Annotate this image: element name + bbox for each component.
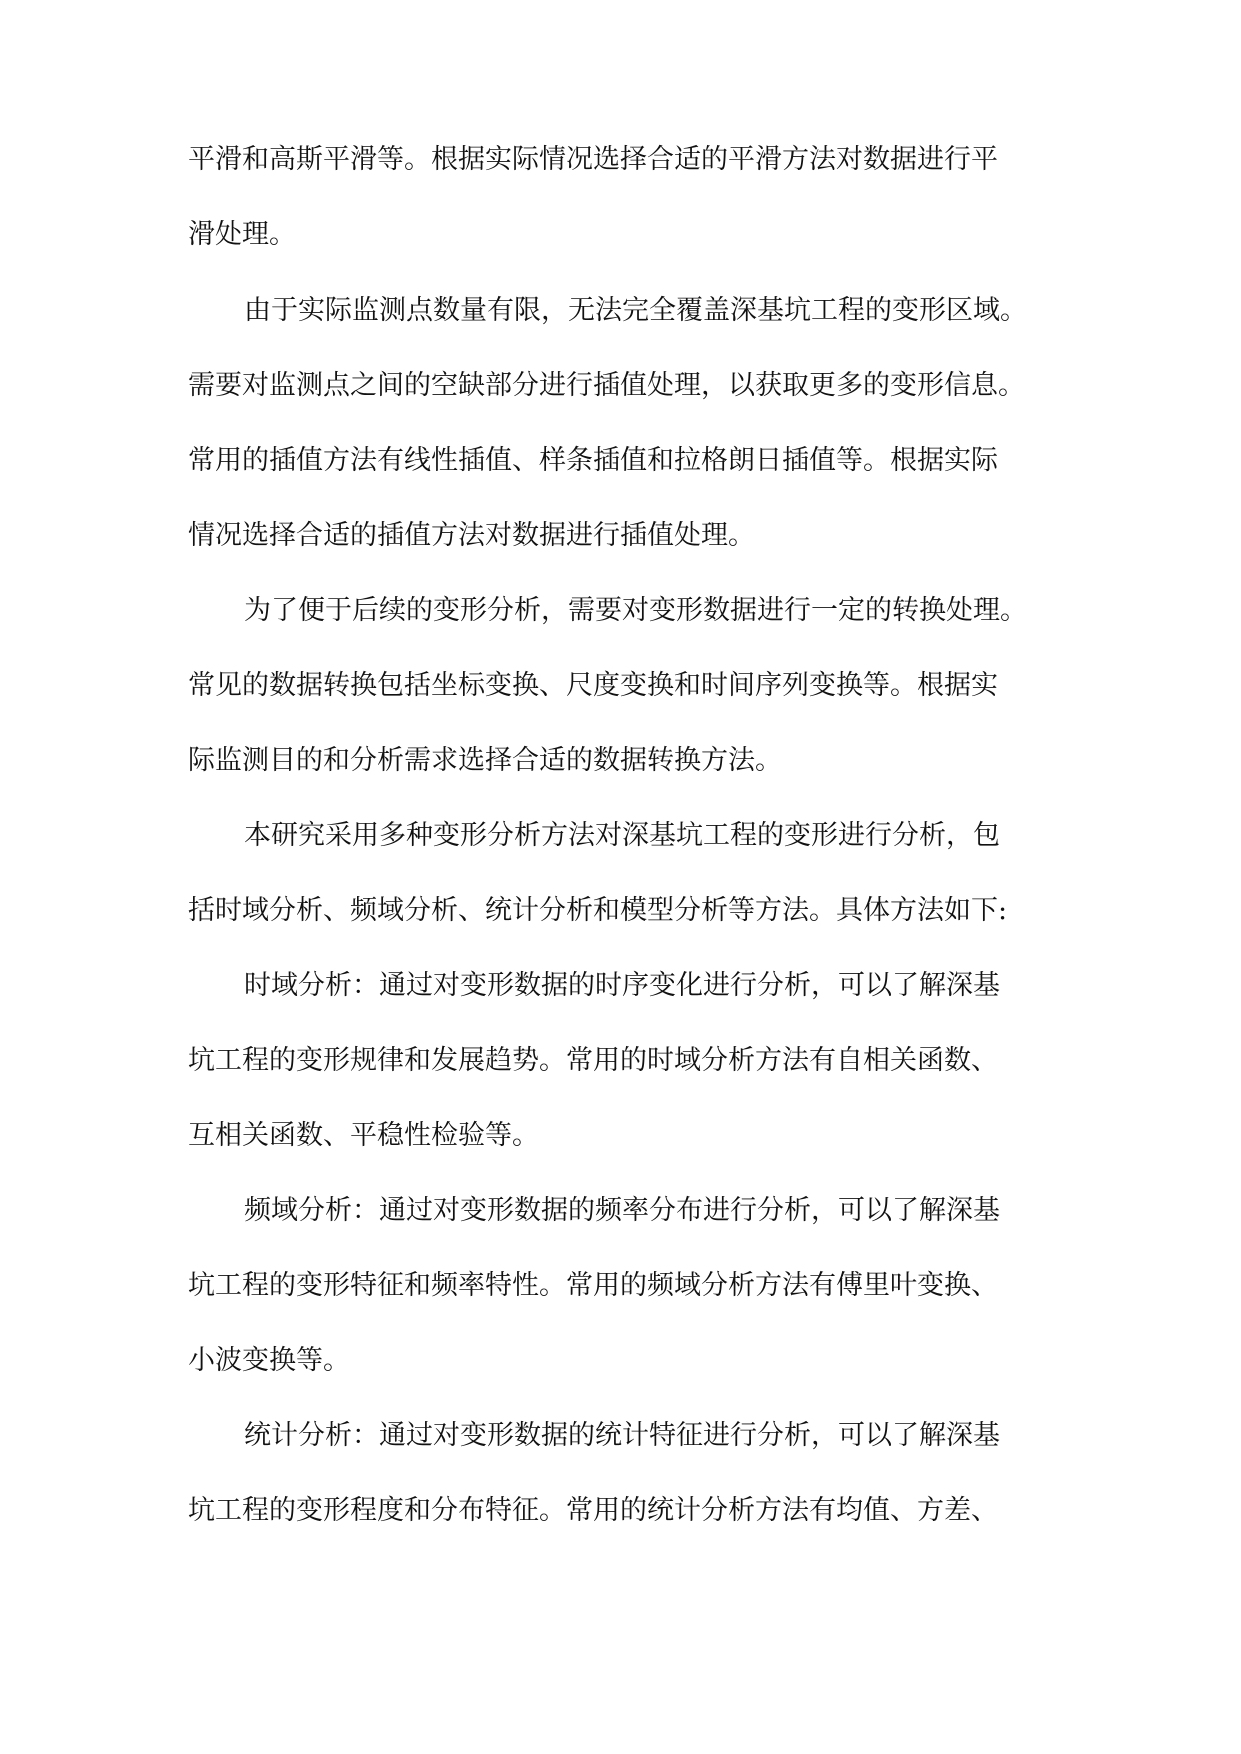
paragraph-first-line: 本研究采用多种变形分析方法对深基坑工程的变形进行分析，包 — [244, 820, 1000, 851]
text-line: 平滑和高斯平滑等。根据实际情况选择合适的平滑方法对数据进行平 — [188, 144, 998, 175]
paragraph-first-line: 由于实际监测点数量有限，无法完全覆盖深基坑工程的变形区域。 — [244, 295, 1027, 326]
text-line: 坑工程的变形特征和频率特性。常用的频域分析方法有傅里叶变换、 — [188, 1270, 998, 1301]
text-line: 互相关函数、平稳性检验等。 — [188, 1120, 539, 1151]
text-line: 情况选择合适的插值方法对数据进行插值处理。 — [188, 520, 755, 551]
text-line: 际监测目的和分析需求选择合适的数据转换方法。 — [188, 745, 782, 776]
text-line: 常用的插值方法有线性插值、样条插值和拉格朗日插值等。根据实际 — [188, 445, 998, 476]
text-line: 滑处理。 — [188, 219, 296, 250]
paragraph-first-line: 为了便于后续的变形分析，需要对变形数据进行一定的转换处理。 — [244, 595, 1027, 626]
text-line: 常见的数据转换包括坐标变换、尺度变换和时间序列变换等。根据实 — [188, 670, 998, 701]
text-line: 坑工程的变形程度和分布特征。常用的统计分析方法有均值、方差、 — [188, 1495, 998, 1526]
text-line: 小波变换等。 — [188, 1345, 350, 1376]
text-line: 需要对监测点之间的空缺部分进行插值处理，以获取更多的变形信息。 — [188, 370, 1025, 401]
paragraph-first-line: 频域分析：通过对变形数据的频率分布进行分析，可以了解深基 — [244, 1195, 1000, 1226]
text-line: 括时域分析、频域分析、统计分析和模型分析等方法。具体方法如下: — [188, 895, 1008, 926]
text-line: 坑工程的变形规律和发展趋势。常用的时域分析方法有自相关函数、 — [188, 1045, 998, 1076]
paragraph-first-line: 时域分析：通过对变形数据的时序变化进行分析，可以了解深基 — [244, 970, 1000, 1001]
paragraph-first-line: 统计分析：通过对变形数据的统计特征进行分析，可以了解深基 — [244, 1420, 1000, 1451]
